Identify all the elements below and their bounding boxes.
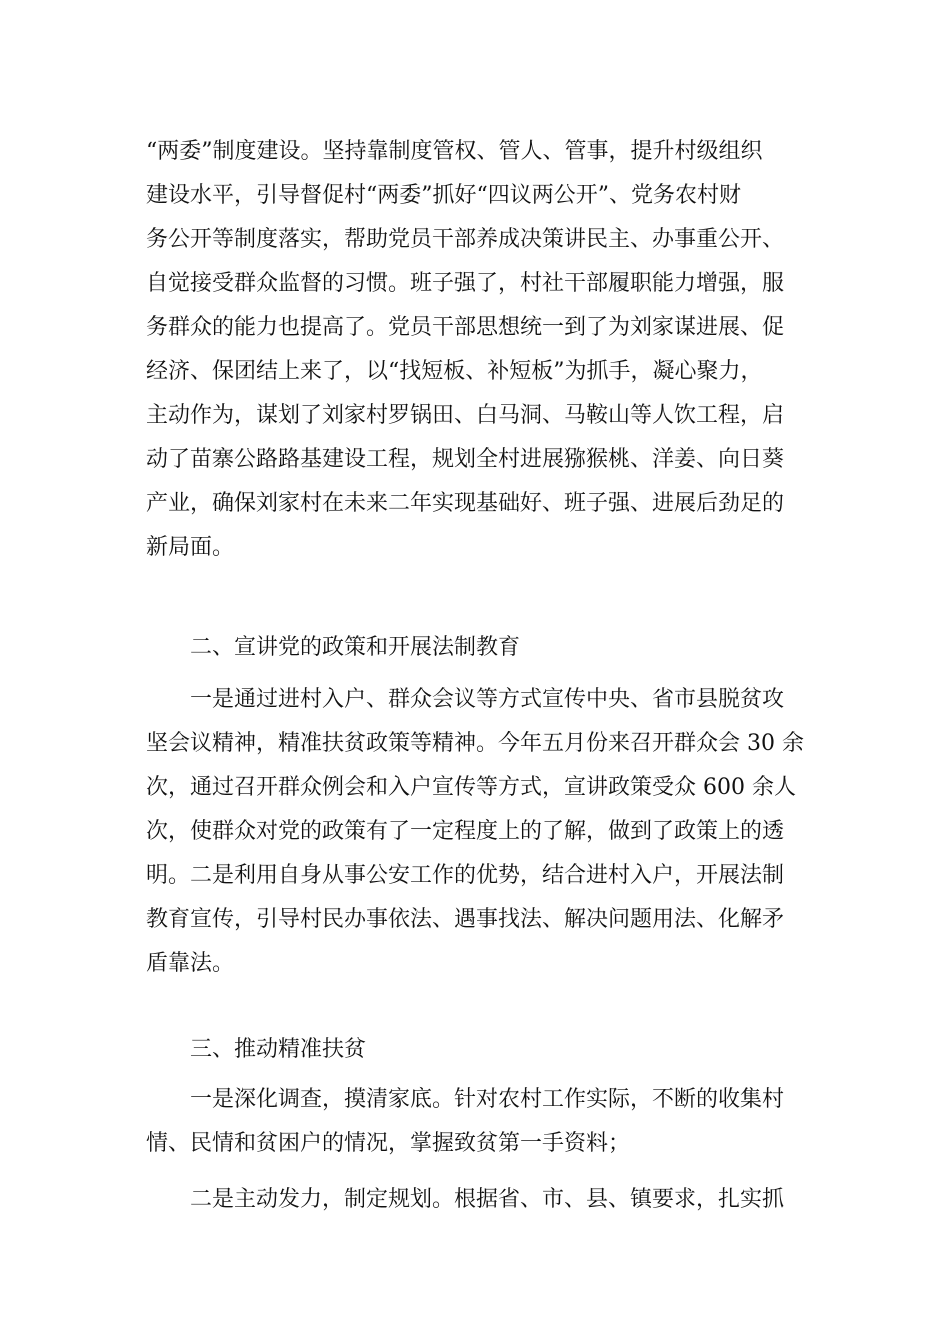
section-heading-2 <box>146 626 806 670</box>
paragraph-party-building <box>146 130 806 570</box>
text-line: 建设水平，引导督促村“两委”抓好“四议两公开”、党务农村财 <box>146 183 741 208</box>
section-title: 二、宣讲党的政策和开展法制教育 <box>190 635 521 660</box>
text-line: 次，通过召开群众例会和入户宣传等方式，宣讲政策受众 600 余人 <box>146 775 796 800</box>
text-line: 坚会议精神，精准扶贫政策等精神。今年五月份来召开群众会 30 余 <box>146 731 804 756</box>
paragraph-policy-education <box>146 678 806 986</box>
text-line: 动了苗寨公路路基建设工程，规划全村进展猕猴桃、洋姜、向日葵 <box>146 447 785 472</box>
text-line: 自觉接受群众监督的习惯。班子强了，村社干部履职能力增强，服 <box>146 271 785 296</box>
text-line: 一是深化调查，摸清家底。针对农村工作实际，不断的收集村 <box>190 1087 785 1112</box>
text-line: 产业，确保刘家村在未来二年实现基础好、班子强、进展后劲足的 <box>146 491 785 516</box>
text-line: 情、民情和贫困户的情况，掌握致贫第一手资料； <box>146 1131 631 1156</box>
text-line: 二是主动发力，制定规划。根据省、市、县、镇要求，扎实抓 <box>190 1187 785 1212</box>
text-line: 教育宣传，引导村民办事依法、遇事找法、解决问题用法、化解矛 <box>146 907 785 932</box>
paragraph-planning <box>146 1178 806 1222</box>
text-line: 明。二是利用自身从事公安工作的优势，结合进村入户，开展法制 <box>146 863 785 888</box>
text-line: 务群众的能力也提高了。党员干部思想统一到了为刘家谋进展、促 <box>146 315 785 340</box>
text-line: 次，使群众对党的政策有了一定程度上的了解，做到了政策上的透 <box>146 819 785 844</box>
text-line: 经济、保团结上来了，以“找短板、补短板”为抓手，凝心聚力， <box>146 359 763 384</box>
paragraph-poverty-alleviation <box>146 1078 806 1166</box>
text-line: 盾靠法。 <box>146 951 235 976</box>
text-line: 一是通过进村入户、群众会议等方式宣传中央、省市县脱贫攻 <box>190 687 785 712</box>
text-line: 务公开等制度落实，帮助党员干部养成决策讲民主、办事重公开、 <box>146 227 785 252</box>
section-heading-3 <box>146 1028 806 1072</box>
text-line: 新局面。 <box>146 535 235 560</box>
text-line: “两委”制度建设。坚持靠制度管权、管人、管事，提升村级组织 <box>146 139 763 164</box>
section-title: 三、推动精准扶贫 <box>190 1037 367 1062</box>
text-line: 主动作为，谋划了刘家村罗锅田、白马洞、马鞍山等人饮工程，启 <box>146 403 785 428</box>
